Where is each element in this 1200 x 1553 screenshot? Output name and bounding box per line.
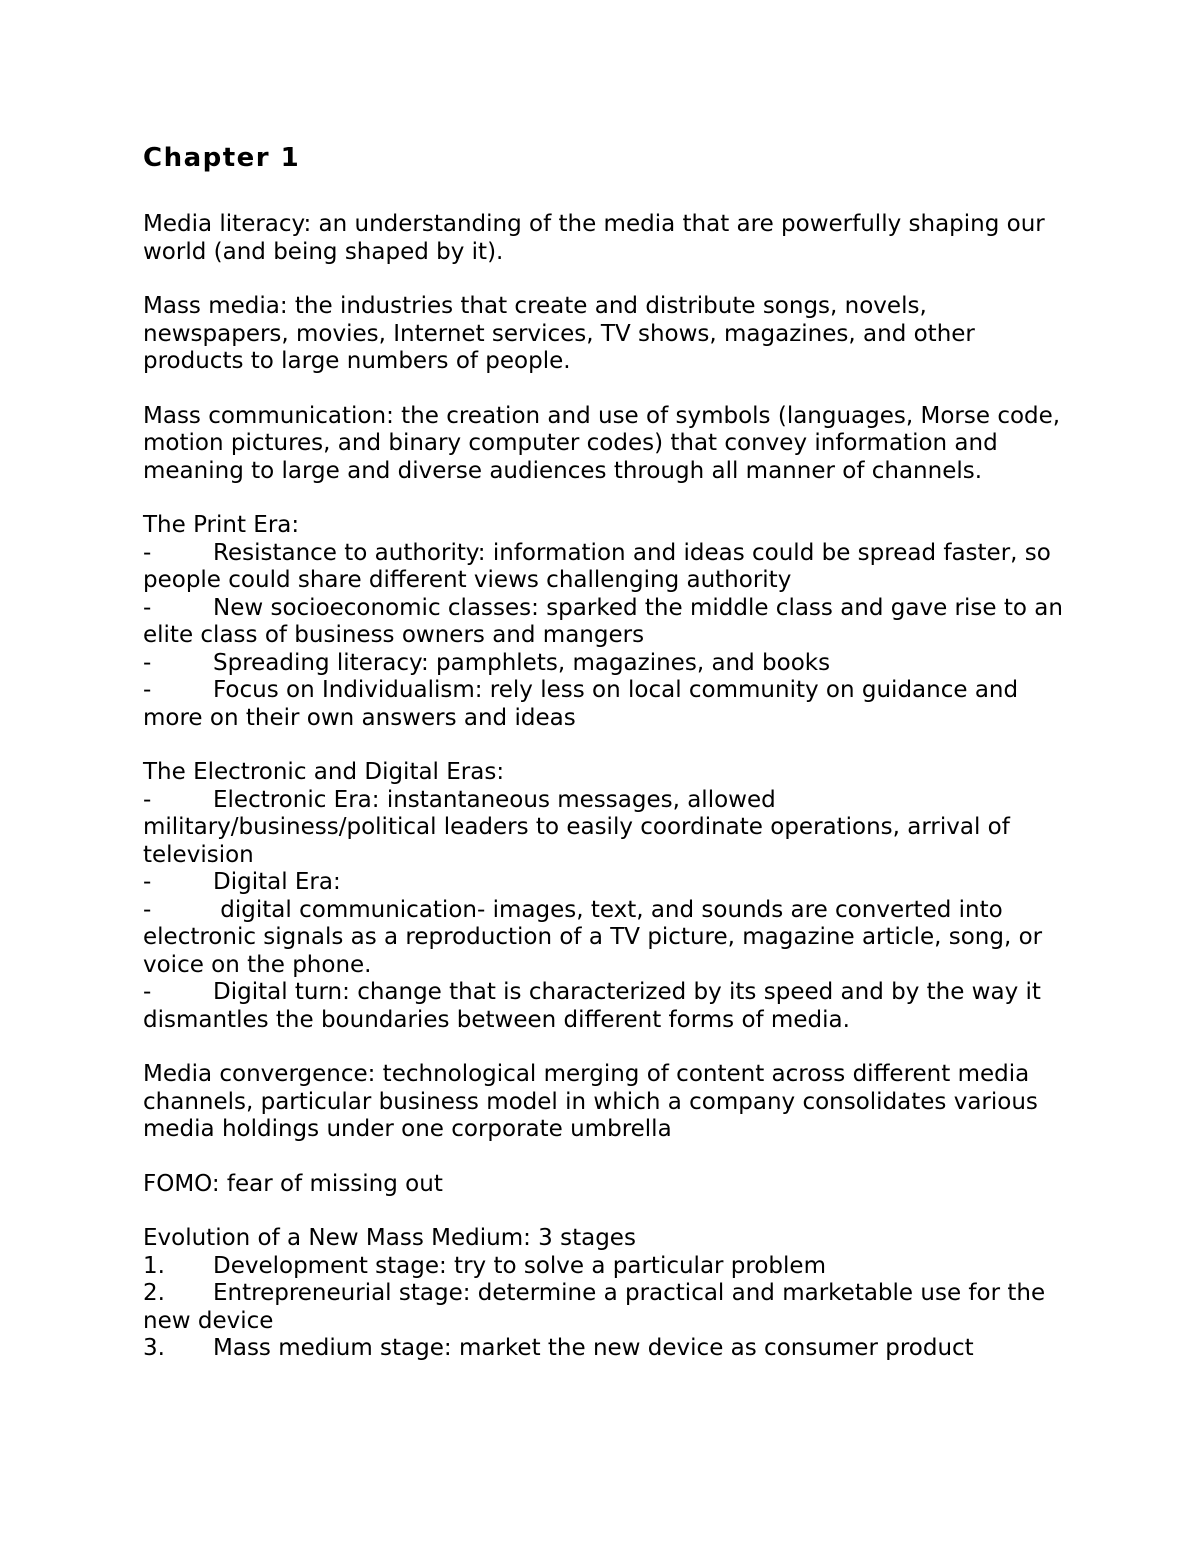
definition-mass-communication: Mass communication: the creation and use of symbols (languages, Morse code, motion pictures, and binary computer codes) that convey information and meaning to large and diverse audiences through all manner of channels. bbox=[143, 402, 1061, 484]
list-item-text: Digital turn: change that is characterized by its speed and by the way it dismantles the boundaries between different forms of media. bbox=[143, 979, 1041, 1033]
list-marker: - bbox=[143, 896, 152, 923]
list-item bbox=[143, 595, 1068, 650]
list-marker: 3. bbox=[143, 1335, 165, 1361]
list-item bbox=[143, 787, 1068, 870]
list-item-text: Entrepreneurial stage: determine a practical and marketable use for the new device bbox=[143, 1280, 1046, 1334]
list-item-text: Resistance to authority: information and ideas could be spread faster, so people could share different views challenging authority bbox=[143, 539, 1051, 593]
list-item bbox=[143, 1253, 1068, 1281]
list-item-text: Focus on Individualism: rely less on local community on guidance and more on their own answers and ideas bbox=[143, 677, 1019, 731]
list-marker: - bbox=[143, 786, 152, 813]
definition-media-convergence: Media convergence: technological merging of content across different media channels, particular business model in which a company consolidates various media holdings under one corporate umbrella bbox=[143, 1061, 1038, 1142]
evolution-section bbox=[143, 1225, 1068, 1363]
list-item bbox=[143, 540, 1068, 595]
list-item bbox=[143, 650, 1068, 678]
chapter-title: Chapter 1 bbox=[143, 143, 301, 173]
evolution-heading: Evolution of a New Mass Medium: 3 stages bbox=[143, 1225, 636, 1251]
list-item bbox=[143, 897, 1068, 980]
list-marker: - bbox=[143, 649, 152, 676]
electronic-digital-eras-section bbox=[143, 759, 1068, 1034]
electronic-era-heading: The Electronic and Digital Eras: bbox=[143, 759, 505, 785]
list-item-text: digital communication- images, text, and sounds are converted into electronic signals as a reproduction of a TV picture, magazine article, song, or voice on the phone. bbox=[143, 896, 1050, 978]
list-marker: - bbox=[143, 677, 152, 703]
list-item-text: Spreading literacy: pamphlets, magazines, and books bbox=[213, 649, 831, 676]
list-item-text: Mass medium stage: market the new device as consumer product bbox=[213, 1335, 974, 1361]
list-item-text: Electronic Era: instantaneous messages, allowed military/business/political leaders to easily coordinate operations, arrival of television bbox=[143, 786, 1010, 868]
list-marker: - bbox=[143, 869, 152, 895]
definition-mass-media: Mass media: the industries that create and distribute songs, novels, newspapers, movies, Internet services, TV shows, magazines, and other products to large numbers of people. bbox=[143, 293, 975, 374]
list-marker: 1. bbox=[143, 1252, 165, 1279]
document-page bbox=[143, 142, 1068, 1363]
list-item bbox=[143, 979, 1068, 1034]
list-marker: - bbox=[143, 979, 152, 1005]
list-marker: - bbox=[143, 539, 152, 566]
print-era-section bbox=[143, 512, 1068, 732]
list-item-text: New socioeconomic classes: sparked the middle class and gave rise to an elite class of business owners and mangers bbox=[143, 594, 1063, 648]
definition-media-literacy: Media literacy: an understanding of the media that are powerfully shaping our world (and being shaped by it). bbox=[143, 211, 1045, 265]
list-item bbox=[143, 1280, 1068, 1335]
list-item bbox=[143, 869, 1068, 897]
list-marker: 2. bbox=[143, 1280, 165, 1306]
list-item bbox=[143, 677, 1068, 732]
list-item-text: Development stage: try to solve a particular problem bbox=[213, 1252, 826, 1279]
list-marker: - bbox=[143, 594, 152, 621]
print-era-heading: The Print Era: bbox=[143, 512, 300, 538]
definition-fomo: FOMO: fear of missing out bbox=[143, 1170, 443, 1197]
list-item-text: Digital Era: bbox=[213, 869, 341, 895]
list-item bbox=[143, 1335, 1068, 1363]
